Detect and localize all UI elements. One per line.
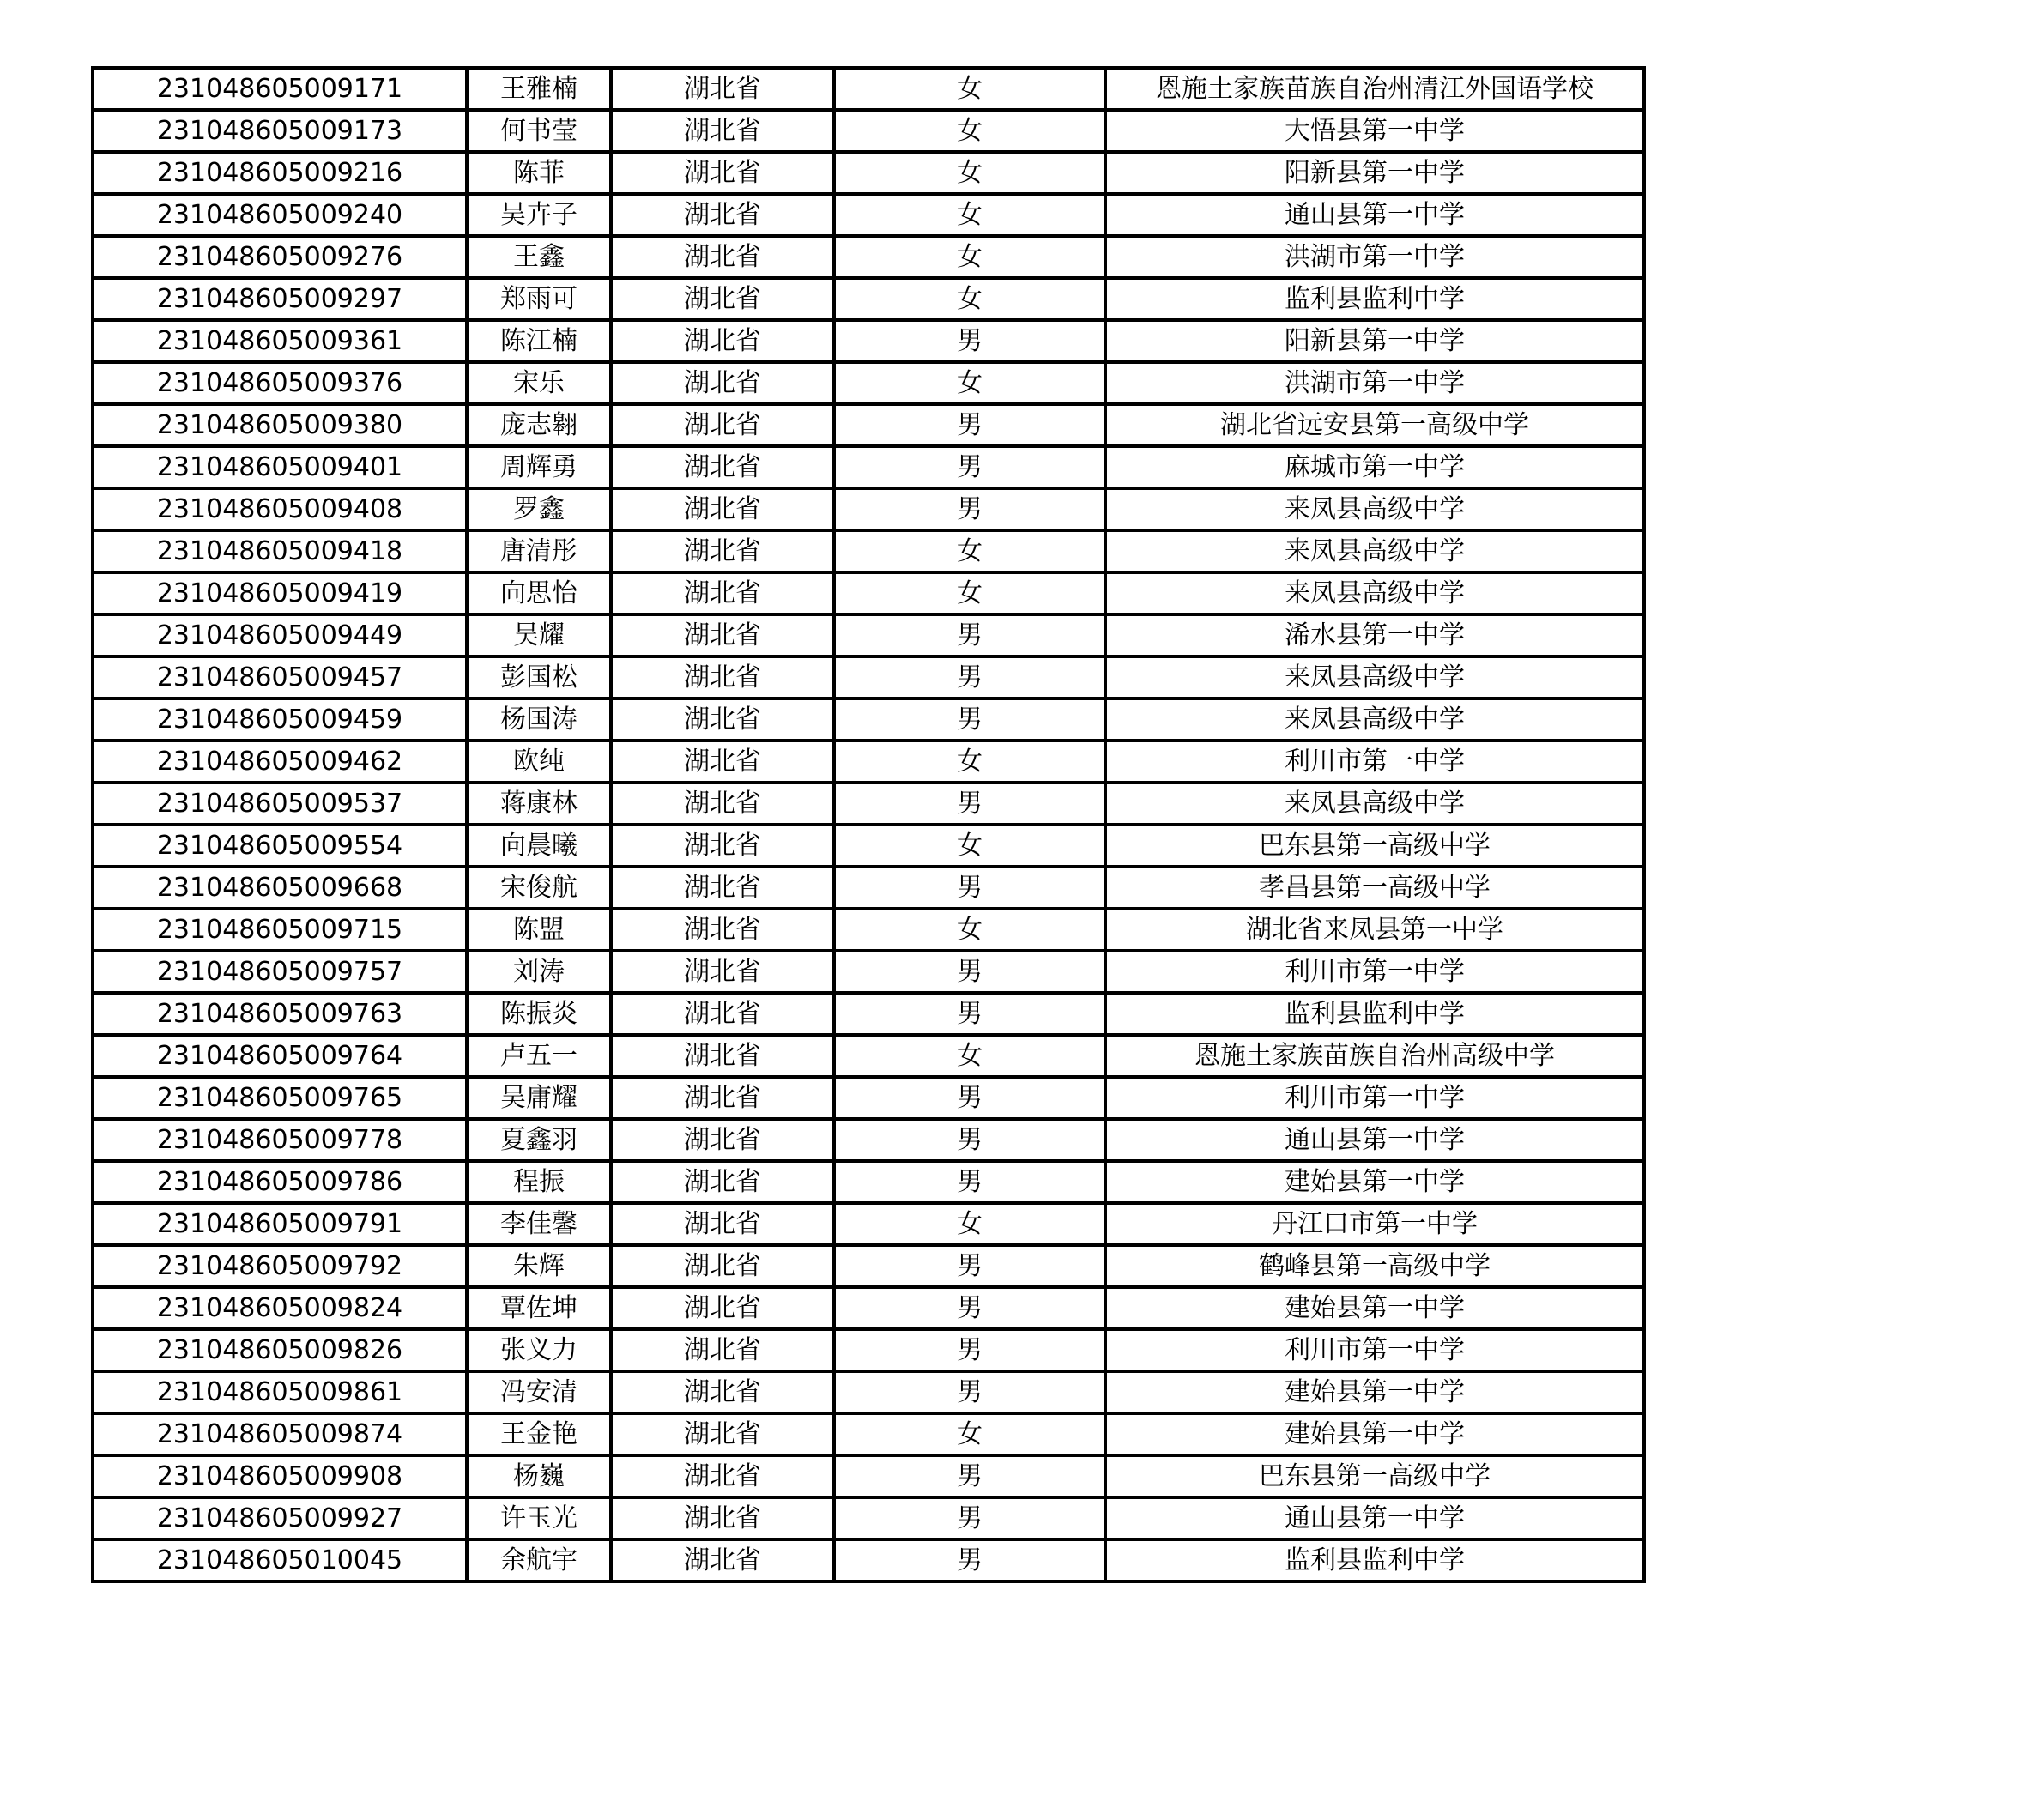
cell-name: 周辉勇 xyxy=(467,446,611,488)
table-row xyxy=(93,572,1644,614)
cell-province: 湖北省 xyxy=(611,1119,834,1161)
table-row xyxy=(93,825,1644,867)
cell-gender: 女 xyxy=(834,1413,1105,1455)
cell-exam-id: 231048605009786 xyxy=(93,1161,467,1203)
table-row xyxy=(93,1077,1644,1119)
cell-gender: 女 xyxy=(834,278,1105,320)
table-row xyxy=(93,656,1644,698)
cell-exam-id: 231048605009826 xyxy=(93,1329,467,1371)
cell-name: 何书莹 xyxy=(467,110,611,152)
cell-school: 建始县第一中学 xyxy=(1105,1371,1644,1413)
cell-school: 洪湖市第一中学 xyxy=(1105,236,1644,278)
cell-exam-id: 231048605009792 xyxy=(93,1245,467,1287)
cell-gender: 男 xyxy=(834,320,1105,362)
cell-school: 恩施土家族苗族自治州清江外国语学校 xyxy=(1105,68,1644,110)
cell-gender: 男 xyxy=(834,1161,1105,1203)
table-row xyxy=(93,1329,1644,1371)
cell-exam-id: 231048605009763 xyxy=(93,993,467,1035)
roster-body xyxy=(93,68,1644,1581)
cell-gender: 女 xyxy=(834,362,1105,404)
cell-exam-id: 231048605009874 xyxy=(93,1413,467,1455)
table-row xyxy=(93,320,1644,362)
cell-school: 湖北省远安县第一高级中学 xyxy=(1105,404,1644,446)
cell-name: 许玉光 xyxy=(467,1497,611,1539)
cell-name: 宋乐 xyxy=(467,362,611,404)
cell-name: 王金艳 xyxy=(467,1413,611,1455)
cell-school: 来凤县高级中学 xyxy=(1105,530,1644,572)
cell-gender: 男 xyxy=(834,1497,1105,1539)
cell-exam-id: 231048605009418 xyxy=(93,530,467,572)
student-roster-table xyxy=(91,66,1646,1583)
cell-exam-id: 231048605009537 xyxy=(93,783,467,825)
cell-province: 湖北省 xyxy=(611,614,834,656)
cell-exam-id: 231048605009401 xyxy=(93,446,467,488)
cell-gender: 男 xyxy=(834,488,1105,530)
cell-school: 来凤县高级中学 xyxy=(1105,572,1644,614)
cell-province: 湖北省 xyxy=(611,488,834,530)
cell-province: 湖北省 xyxy=(611,152,834,194)
table-row xyxy=(93,236,1644,278)
cell-province: 湖北省 xyxy=(611,1035,834,1077)
cell-name: 余航宇 xyxy=(467,1539,611,1581)
cell-gender: 女 xyxy=(834,194,1105,236)
table-row xyxy=(93,530,1644,572)
cell-gender: 男 xyxy=(834,1287,1105,1329)
cell-name: 李佳馨 xyxy=(467,1203,611,1245)
table-row xyxy=(93,1119,1644,1161)
cell-school: 恩施土家族苗族自治州高级中学 xyxy=(1105,1035,1644,1077)
cell-name: 向思怡 xyxy=(467,572,611,614)
cell-school: 丹江口市第一中学 xyxy=(1105,1203,1644,1245)
cell-school: 来凤县高级中学 xyxy=(1105,698,1644,741)
cell-school: 鹤峰县第一高级中学 xyxy=(1105,1245,1644,1287)
table-row xyxy=(93,1161,1644,1203)
table-row xyxy=(93,1455,1644,1497)
table-row xyxy=(93,1245,1644,1287)
cell-name: 王雅楠 xyxy=(467,68,611,110)
table-row xyxy=(93,110,1644,152)
cell-province: 湖北省 xyxy=(611,1203,834,1245)
cell-school: 利川市第一中学 xyxy=(1105,951,1644,993)
cell-school: 利川市第一中学 xyxy=(1105,1329,1644,1371)
cell-province: 湖北省 xyxy=(611,1455,834,1497)
cell-province: 湖北省 xyxy=(611,362,834,404)
cell-province: 湖北省 xyxy=(611,909,834,951)
cell-exam-id: 231048605009927 xyxy=(93,1497,467,1539)
cell-province: 湖北省 xyxy=(611,741,834,783)
cell-gender: 女 xyxy=(834,572,1105,614)
cell-name: 向晨曦 xyxy=(467,825,611,867)
table-row xyxy=(93,194,1644,236)
table-row xyxy=(93,1539,1644,1581)
cell-province: 湖北省 xyxy=(611,1497,834,1539)
cell-school: 麻城市第一中学 xyxy=(1105,446,1644,488)
cell-name: 吴耀 xyxy=(467,614,611,656)
cell-exam-id: 231048605009908 xyxy=(93,1455,467,1497)
cell-province: 湖北省 xyxy=(611,951,834,993)
cell-school: 来凤县高级中学 xyxy=(1105,783,1644,825)
cell-province: 湖北省 xyxy=(611,236,834,278)
cell-school: 建始县第一中学 xyxy=(1105,1161,1644,1203)
cell-exam-id: 231048605009380 xyxy=(93,404,467,446)
cell-gender: 男 xyxy=(834,867,1105,909)
cell-exam-id: 231048605009216 xyxy=(93,152,467,194)
cell-name: 冯安清 xyxy=(467,1371,611,1413)
cell-gender: 男 xyxy=(834,993,1105,1035)
cell-name: 陈菲 xyxy=(467,152,611,194)
cell-exam-id: 231048605009361 xyxy=(93,320,467,362)
cell-name: 杨国涛 xyxy=(467,698,611,741)
table-row xyxy=(93,614,1644,656)
cell-name: 陈振炎 xyxy=(467,993,611,1035)
cell-school: 监利县监利中学 xyxy=(1105,278,1644,320)
cell-province: 湖北省 xyxy=(611,1245,834,1287)
cell-school: 来凤县高级中学 xyxy=(1105,656,1644,698)
table-row xyxy=(93,362,1644,404)
cell-gender: 男 xyxy=(834,1077,1105,1119)
table-row xyxy=(93,1287,1644,1329)
cell-exam-id: 231048605009462 xyxy=(93,741,467,783)
cell-gender: 女 xyxy=(834,825,1105,867)
cell-gender: 男 xyxy=(834,446,1105,488)
cell-exam-id: 231048605009457 xyxy=(93,656,467,698)
cell-exam-id: 231048605009764 xyxy=(93,1035,467,1077)
cell-province: 湖北省 xyxy=(611,825,834,867)
cell-province: 湖北省 xyxy=(611,1539,834,1581)
cell-province: 湖北省 xyxy=(611,446,834,488)
cell-exam-id: 231048605009240 xyxy=(93,194,467,236)
cell-gender: 女 xyxy=(834,152,1105,194)
cell-name: 陈盟 xyxy=(467,909,611,951)
cell-school: 来凤县高级中学 xyxy=(1105,488,1644,530)
cell-gender: 男 xyxy=(834,951,1105,993)
cell-name: 蒋康林 xyxy=(467,783,611,825)
table-row xyxy=(93,68,1644,110)
cell-exam-id: 231048605009757 xyxy=(93,951,467,993)
cell-school: 阳新县第一中学 xyxy=(1105,152,1644,194)
cell-school: 通山县第一中学 xyxy=(1105,1497,1644,1539)
cell-gender: 男 xyxy=(834,1371,1105,1413)
cell-province: 湖北省 xyxy=(611,993,834,1035)
cell-province: 湖北省 xyxy=(611,110,834,152)
cell-province: 湖北省 xyxy=(611,1077,834,1119)
cell-name: 杨巍 xyxy=(467,1455,611,1497)
table-row xyxy=(93,152,1644,194)
table-row xyxy=(93,867,1644,909)
cell-exam-id: 231048605009715 xyxy=(93,909,467,951)
cell-gender: 男 xyxy=(834,1119,1105,1161)
cell-gender: 女 xyxy=(834,741,1105,783)
table-row xyxy=(93,1371,1644,1413)
cell-province: 湖北省 xyxy=(611,783,834,825)
cell-name: 张义力 xyxy=(467,1329,611,1371)
cell-exam-id: 231048605009778 xyxy=(93,1119,467,1161)
cell-school: 大悟县第一中学 xyxy=(1105,110,1644,152)
cell-exam-id: 231048605009459 xyxy=(93,698,467,741)
cell-exam-id: 231048605009824 xyxy=(93,1287,467,1329)
cell-name: 王鑫 xyxy=(467,236,611,278)
table-row xyxy=(93,278,1644,320)
cell-exam-id: 231048605009791 xyxy=(93,1203,467,1245)
cell-gender: 女 xyxy=(834,530,1105,572)
cell-province: 湖北省 xyxy=(611,698,834,741)
cell-exam-id: 231048605009408 xyxy=(93,488,467,530)
table-row xyxy=(93,741,1644,783)
cell-name: 郑雨可 xyxy=(467,278,611,320)
table-row xyxy=(93,404,1644,446)
cell-exam-id: 231048605010045 xyxy=(93,1539,467,1581)
cell-school: 巴东县第一高级中学 xyxy=(1105,825,1644,867)
table-row xyxy=(93,951,1644,993)
cell-gender: 男 xyxy=(834,1245,1105,1287)
cell-exam-id: 231048605009276 xyxy=(93,236,467,278)
cell-province: 湖北省 xyxy=(611,278,834,320)
table-row xyxy=(93,698,1644,741)
cell-school: 建始县第一中学 xyxy=(1105,1287,1644,1329)
cell-name: 刘涛 xyxy=(467,951,611,993)
table-row xyxy=(93,1497,1644,1539)
cell-province: 湖北省 xyxy=(611,320,834,362)
cell-gender: 女 xyxy=(834,1203,1105,1245)
cell-province: 湖北省 xyxy=(611,1413,834,1455)
cell-school: 阳新县第一中学 xyxy=(1105,320,1644,362)
cell-school: 利川市第一中学 xyxy=(1105,1077,1644,1119)
cell-school: 巴东县第一高级中学 xyxy=(1105,1455,1644,1497)
cell-name: 朱辉 xyxy=(467,1245,611,1287)
cell-name: 欧纯 xyxy=(467,741,611,783)
cell-school: 监利县监利中学 xyxy=(1105,1539,1644,1581)
cell-gender: 男 xyxy=(834,1539,1105,1581)
cell-province: 湖北省 xyxy=(611,68,834,110)
cell-province: 湖北省 xyxy=(611,867,834,909)
cell-exam-id: 231048605009668 xyxy=(93,867,467,909)
cell-exam-id: 231048605009173 xyxy=(93,110,467,152)
cell-exam-id: 231048605009297 xyxy=(93,278,467,320)
table-row xyxy=(93,1413,1644,1455)
cell-province: 湖北省 xyxy=(611,194,834,236)
cell-name: 陈江楠 xyxy=(467,320,611,362)
cell-school: 通山县第一中学 xyxy=(1105,1119,1644,1161)
cell-name: 吴卉子 xyxy=(467,194,611,236)
cell-gender: 女 xyxy=(834,1035,1105,1077)
cell-gender: 男 xyxy=(834,1455,1105,1497)
cell-province: 湖北省 xyxy=(611,530,834,572)
cell-name: 夏鑫羽 xyxy=(467,1119,611,1161)
cell-name: 庞志翱 xyxy=(467,404,611,446)
cell-gender: 女 xyxy=(834,236,1105,278)
cell-province: 湖北省 xyxy=(611,1329,834,1371)
cell-province: 湖北省 xyxy=(611,1287,834,1329)
cell-name: 罗鑫 xyxy=(467,488,611,530)
cell-gender: 女 xyxy=(834,110,1105,152)
cell-gender: 男 xyxy=(834,698,1105,741)
table-row xyxy=(93,783,1644,825)
cell-gender: 男 xyxy=(834,404,1105,446)
cell-province: 湖北省 xyxy=(611,656,834,698)
cell-province: 湖北省 xyxy=(611,1161,834,1203)
table-row xyxy=(93,909,1644,951)
cell-school: 利川市第一中学 xyxy=(1105,741,1644,783)
cell-school: 通山县第一中学 xyxy=(1105,194,1644,236)
cell-school: 洪湖市第一中学 xyxy=(1105,362,1644,404)
cell-name: 卢五一 xyxy=(467,1035,611,1077)
cell-name: 唐清彤 xyxy=(467,530,611,572)
cell-gender: 男 xyxy=(834,1329,1105,1371)
cell-exam-id: 231048605009171 xyxy=(93,68,467,110)
table-row xyxy=(93,446,1644,488)
cell-gender: 女 xyxy=(834,68,1105,110)
cell-province: 湖北省 xyxy=(611,572,834,614)
cell-exam-id: 231048605009376 xyxy=(93,362,467,404)
cell-school: 建始县第一中学 xyxy=(1105,1413,1644,1455)
cell-exam-id: 231048605009765 xyxy=(93,1077,467,1119)
cell-gender: 女 xyxy=(834,909,1105,951)
table-row xyxy=(93,1203,1644,1245)
cell-exam-id: 231048605009419 xyxy=(93,572,467,614)
cell-province: 湖北省 xyxy=(611,404,834,446)
table-row xyxy=(93,488,1644,530)
cell-name: 覃佐坤 xyxy=(467,1287,611,1329)
cell-school: 湖北省来凤县第一中学 xyxy=(1105,909,1644,951)
cell-school: 监利县监利中学 xyxy=(1105,993,1644,1035)
cell-name: 宋俊航 xyxy=(467,867,611,909)
cell-province: 湖北省 xyxy=(611,1371,834,1413)
cell-exam-id: 231048605009554 xyxy=(93,825,467,867)
cell-name: 彭国松 xyxy=(467,656,611,698)
cell-name: 吴庸耀 xyxy=(467,1077,611,1119)
cell-exam-id: 231048605009861 xyxy=(93,1371,467,1413)
cell-school: 孝昌县第一高级中学 xyxy=(1105,867,1644,909)
cell-gender: 男 xyxy=(834,656,1105,698)
cell-gender: 男 xyxy=(834,614,1105,656)
cell-gender: 男 xyxy=(834,783,1105,825)
table-row xyxy=(93,1035,1644,1077)
cell-exam-id: 231048605009449 xyxy=(93,614,467,656)
cell-school: 浠水县第一中学 xyxy=(1105,614,1644,656)
cell-name: 程振 xyxy=(467,1161,611,1203)
table-row xyxy=(93,993,1644,1035)
